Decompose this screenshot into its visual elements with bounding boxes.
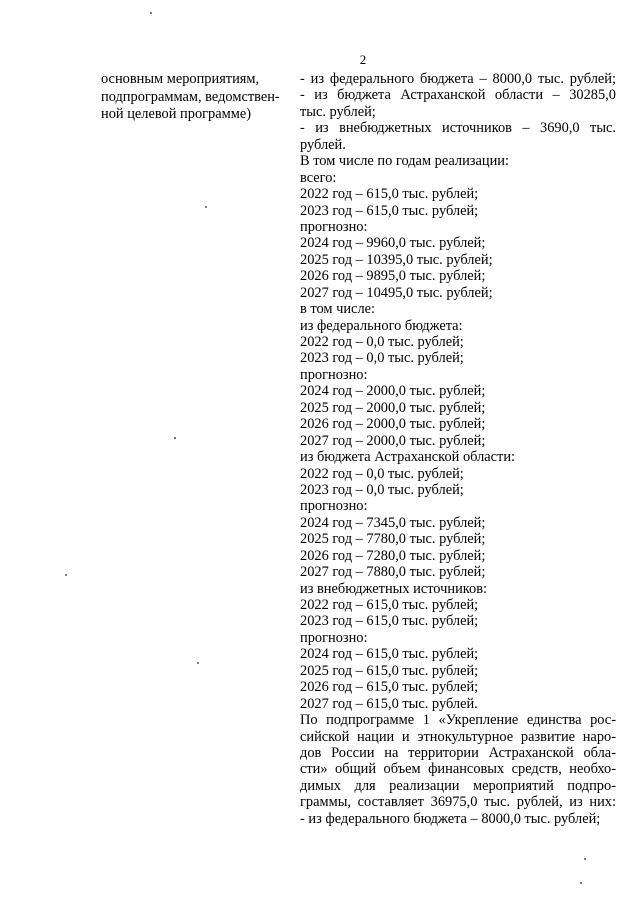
section-heading: прогнозно:	[300, 218, 368, 235]
year-line: 2025 год – 7780,0 тыс. рублей;	[300, 531, 486, 548]
scan-speck	[150, 12, 152, 14]
year-line: 2026 год – 9895,0 тыс. рублей;	[300, 268, 486, 285]
year-line: 2022 год – 0,0 тыс. рублей;	[300, 334, 464, 350]
paragraph-line: граммы, составляет 36975,0 тыс. рублей, из них:	[300, 794, 616, 811]
funding-line: рублей.	[300, 136, 346, 153]
funding-line: - из внебюджетных источников – 3690,0 тыс.	[300, 120, 616, 137]
year-line: 2027 год – 10495,0 тыс. рублей;	[300, 284, 493, 301]
funding-line: - из бюджета Астраханской области – 30285,0	[300, 87, 616, 104]
section-heading: прогнозно:	[300, 629, 368, 646]
year-line: 2023 год – 0,0 тыс. рублей;	[300, 350, 464, 367]
scan-speck	[174, 437, 176, 439]
year-line: 2027 год – 2000,0 тыс. рублей;	[300, 432, 486, 449]
section-heading: всего:	[300, 169, 337, 186]
section-heading: из федерального бюджета:	[300, 317, 463, 334]
year-line: 2024 год – 615,0 тыс. рублей;	[300, 646, 479, 663]
year-line: 2027 год – 615,0 тыс. рублей.	[300, 695, 478, 712]
section-heading: из бюджета Астраханской области:	[300, 449, 516, 466]
year-line: 2022 год – 615,0 тыс. рублей;	[300, 597, 479, 613]
funding-line: - из федерального бюджета – 8000,0 тыс. рублей;	[300, 71, 616, 87]
year-line: 2022 год – 615,0 тыс. рублей;	[300, 186, 479, 203]
year-line: 2022 год – 0,0 тыс. рублей;	[300, 465, 464, 482]
year-line: 2023 год – 0,0 тыс. рублей;	[300, 481, 464, 498]
year-line: 2024 год – 9960,0 тыс. рублей;	[300, 235, 486, 252]
year-line: 2024 год – 7345,0 тыс. рублей;	[300, 514, 486, 531]
left-column	[101, 71, 291, 124]
left-column-line: подпрограммам, ведомствен-	[101, 88, 280, 105]
right-column	[300, 71, 616, 827]
paragraph-line: сийской нации и этнокультурное развитие наро-	[300, 728, 616, 745]
scan-speck	[580, 882, 582, 884]
year-line: 2025 год – 10395,0 тыс. рублей;	[300, 251, 493, 268]
year-line: 2023 год – 615,0 тыс. рублей;	[300, 202, 479, 219]
funding-line: тыс. рублей;	[300, 103, 376, 120]
funding-line: - из федерального бюджета – 8000,0 тыс. рублей;	[300, 810, 601, 827]
year-line: 2026 год – 615,0 тыс. рублей;	[300, 679, 479, 696]
section-heading: прогнозно:	[300, 498, 368, 515]
scan-speck	[197, 662, 199, 664]
left-column-line: ной целевой программе)	[101, 106, 252, 123]
year-line: 2025 год – 2000,0 тыс. рублей;	[300, 399, 486, 416]
scan-speck	[205, 206, 207, 208]
year-line: 2025 год – 615,0 тыс. рублей;	[300, 662, 479, 679]
paragraph-line: дов России на территории Астраханской обла-	[300, 744, 616, 761]
scan-speck	[65, 574, 67, 576]
year-line: 2027 год – 7880,0 тыс. рублей;	[300, 564, 486, 581]
paragraph-line: сти» общий объем финансовых средств, необхо-	[300, 761, 616, 778]
year-line: 2026 год – 7280,0 тыс. рублей;	[300, 547, 486, 564]
year-line: 2024 год – 2000,0 тыс. рублей;	[300, 383, 486, 400]
section-heading: в том числе:	[300, 301, 376, 318]
year-line: 2023 год – 615,0 тыс. рублей;	[300, 613, 479, 630]
section-heading: из внебюджетных источников:	[300, 580, 488, 597]
page-number: 2	[359, 52, 367, 67]
section-heading: прогнозно:	[300, 366, 368, 383]
year-line: 2026 год – 2000,0 тыс. рублей;	[300, 416, 486, 433]
paragraph-line: димых для реализации мероприятий подпро-	[300, 777, 616, 794]
paragraph-line: По подпрограмме 1 «Укрепление единства рос-	[300, 712, 616, 729]
section-heading: В том числе по годам реализации:	[300, 153, 509, 170]
scan-speck	[584, 858, 586, 860]
left-column-line: основным мероприятиям,	[101, 71, 260, 87]
